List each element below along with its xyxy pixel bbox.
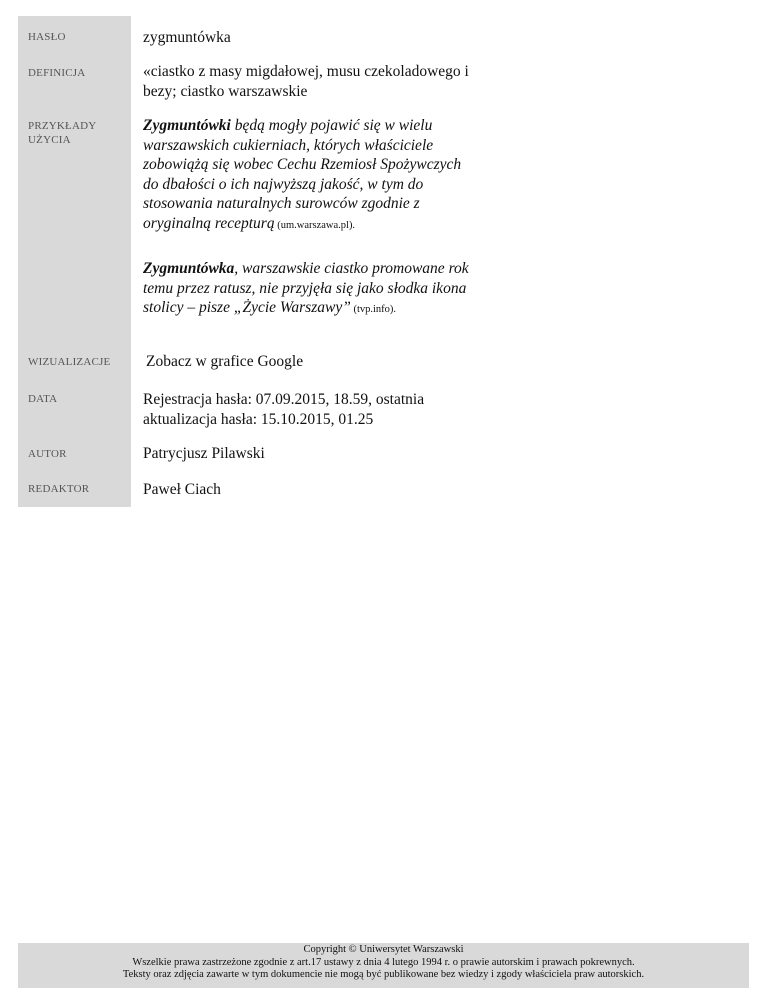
przyklady-label: [28, 119, 128, 147]
footer-copyright: Copyright © Uniwersytet Warszawski: [303, 944, 464, 955]
example-1: [143, 116, 475, 235]
wizualizacje-label: WIZUALIZACJE: [28, 356, 111, 368]
redaktor-label: REDAKTOR: [28, 483, 90, 495]
przyklady-label-line1: PRZYKŁADY: [28, 120, 97, 132]
autor-value: Patrycjusz Pilawski: [143, 445, 265, 462]
haslo-value: zygmuntówka: [143, 29, 231, 46]
example-2: [143, 259, 475, 320]
footer-notice: Teksty oraz zdjęcia zawarte w tym dokumencie nie mogą być publikowane bez wiedzy i zgody właściciela praw autorskich.: [122, 969, 645, 980]
label-column: [18, 16, 131, 507]
definicja-label: DEFINICJA: [28, 67, 86, 79]
example-1-source: (um.warszawa.pl).: [274, 219, 356, 231]
example-1-headword: Zygmuntówki: [143, 117, 231, 134]
haslo-label: HASŁO: [28, 31, 66, 43]
example-1-text: będą mogły pojawić się w wielu warszawskich cukierniach, których właściciele zobowiążą się wobec Cechu Rzemiosł Spożywczych do dbałości o ich najwyższą jakość, w tym do stosowania naturalnych surowców zgodnie z oryginalną recepturą: [143, 117, 462, 232]
przyklady-label-line2: UŻYCIA: [28, 134, 71, 146]
copyright-footer: [18, 943, 749, 988]
autor-label: AUTOR: [28, 448, 67, 460]
data-label: DATA: [28, 393, 58, 405]
google-images-link[interactable]: Zobacz w grafice Google: [146, 353, 304, 370]
redaktor-value: Paweł Ciach: [143, 481, 221, 498]
definicja-value: «ciastko z masy migdałowej, musu czekoladowego i bezy; ciastko warszawskie: [143, 63, 469, 100]
data-value: Rejestracja hasła: 07.09.2015, 18.59, ostatnia aktualizacja hasła: 15.10.2015, 01.25: [143, 391, 425, 428]
example-2-text: , warszawskie ciastko promowane rok temu przez ratusz, nie przyjęła się jako słodka ikona stolicy – pisze „Życie Warszawy”: [143, 260, 469, 316]
footer-rights: Wszelkie prawa zastrzeżone zgodnie z art.17 ustawy z dnia 4 lutego 1994 r. o prawie autorskim i prawach pokrewnych.: [132, 956, 635, 968]
example-2-headword: Zygmuntówka: [143, 260, 235, 277]
example-2-source: (tvp.info).: [350, 304, 397, 315]
